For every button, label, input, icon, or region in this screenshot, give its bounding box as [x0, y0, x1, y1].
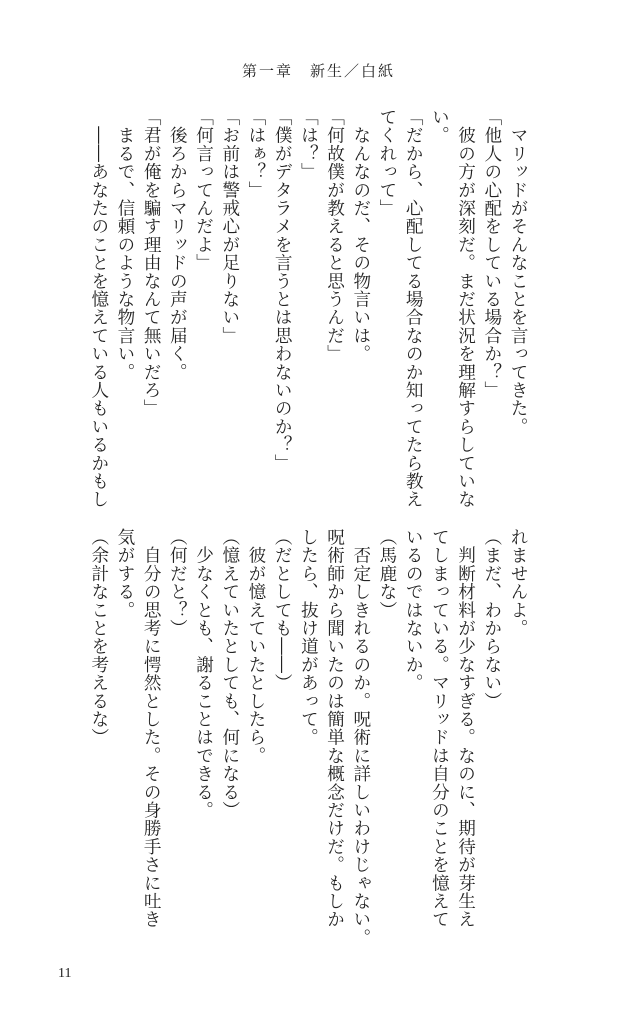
text-line: 判断材料が少なすぎる。なのに、期待が芽生え — [455, 528, 476, 929]
text-line: 「何故僕が教えると思うんだ」 — [324, 108, 345, 363]
text-line: 彼の方が深刻だ。まだ状況を理解すらしていな — [455, 108, 476, 509]
text-line: 彼が憶えていたとしたら。 — [245, 528, 266, 765]
text-line: 後ろからマリッドの声が届く。 — [167, 108, 188, 381]
text-line: てしまっている。マリッドは自分のことを憶えて — [429, 528, 450, 929]
text-line: したら、抜け道があって。 — [298, 528, 319, 747]
text-line: 「他人の心配をしている場合か？」 — [481, 108, 502, 400]
text-line: れませんよ。 — [508, 528, 528, 638]
text-line: 否定しきれるのか。呪術に詳しいわけじゃない。 — [350, 528, 371, 947]
text-line: 「お前は警戒心が足りない」 — [219, 108, 240, 345]
text-line: 「何言ってんだよ」 — [193, 108, 214, 272]
text-line: なんなのだ、その物言いは。 — [350, 108, 371, 363]
text-line: 気がする。 — [114, 528, 135, 619]
text-line: （だとしても――） — [272, 528, 293, 692]
text-line: 「は？」 — [298, 108, 319, 181]
text-line: まるで、信頼のような物言い。 — [114, 108, 135, 381]
text-line: 「僕がデタラメを言うとは思わないのか？」 — [272, 108, 293, 472]
page-number: 11 — [58, 966, 72, 981]
text-line: ――あなたのことを憶えている人もいるかもし — [88, 108, 109, 509]
lower-text-block — [86, 528, 531, 958]
text-line: （馬鹿な） — [376, 528, 397, 619]
text-line: てくれって」 — [376, 108, 397, 218]
text-line: いるのではないか。 — [403, 528, 424, 692]
text-line: 少なくとも、謝ることはできる。 — [193, 528, 214, 820]
text-line: い。 — [429, 108, 450, 145]
text-line: 呪術師から聞いたのは簡単な概念だけだ。もしか — [324, 528, 345, 929]
text-line: （憶えていたとしても、何になる） — [219, 528, 240, 820]
text-line: マリッドがそんなことを言ってきた。 — [508, 108, 528, 436]
text-line: 自分の思考に愕然とした。その身勝手さに吐き — [141, 528, 162, 929]
text-line: （何だと？） — [167, 528, 188, 638]
text-line: （まだ、わからない） — [481, 528, 502, 710]
text-line: 「はぁ？」 — [245, 108, 266, 199]
text-line: （余計なことを考えるな） — [88, 528, 109, 747]
text-line: 「君が俺を騙す理由なんて無いだろ」 — [141, 108, 162, 418]
text-line: 「だから、心配してる場合なのか知ってたら教え — [403, 108, 424, 509]
running-header: 第一章 新生／白紙 — [241, 62, 395, 80]
upper-text-block — [86, 108, 531, 528]
